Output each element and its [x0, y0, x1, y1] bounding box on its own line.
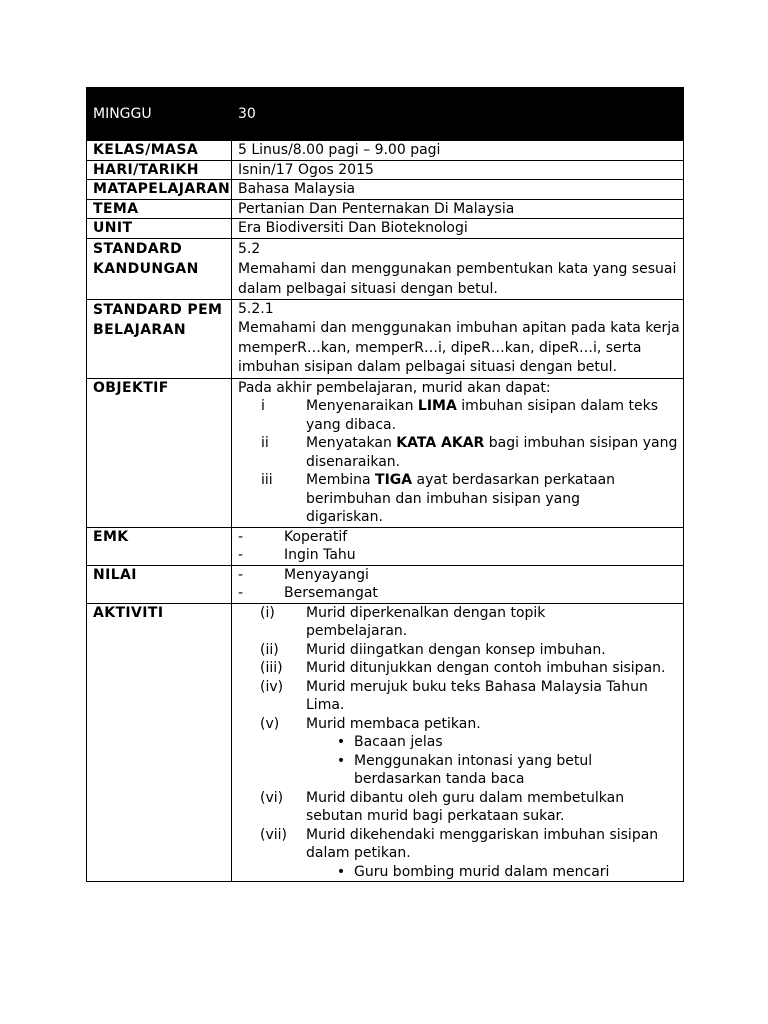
list-text: Murid merujuk buku teks Bahasa Malaysia Tahun Lima. [306, 678, 648, 713]
list-text: Membina TIGA ayat berdasarkan perkataan berimbuhan dan imbuhan sisipan yang digariskan. [306, 472, 616, 525]
row-value-nilai [232, 565, 684, 603]
dash-marker: - [238, 566, 244, 583]
list-item [238, 584, 683, 603]
table-row [87, 141, 684, 161]
list-text: Murid dibantu oleh guru dalam membetulkan sebutan murid bagi perkataan sukar. [306, 789, 625, 824]
table-row [87, 603, 684, 882]
row-value-standard-pembelajaran [232, 299, 684, 378]
list-item [238, 641, 679, 660]
row-value-kelas: 5 Linus/8.00 pagi – 9.00 pagi [232, 141, 684, 161]
list-text: Murid membaca petikan. [306, 715, 481, 732]
list-marker: (iii) [260, 660, 283, 676]
list-item [238, 789, 679, 826]
bullet-icon: • [336, 863, 346, 880]
emphasis: KATA AKAR [396, 435, 485, 451]
bullet-text: Guru bombing murid dalam mencari [354, 863, 610, 880]
row-label-hari: HARI/TARIKH [87, 160, 232, 180]
table-row [87, 238, 684, 299]
row-label-emk: EMK [87, 527, 232, 565]
table-row [87, 378, 684, 527]
list-marker: (vii) [260, 826, 287, 843]
sk-text: Memahami dan menggunakan pembentukan kata yang sesuai dalam pelbagai situasi dengan betul. [238, 260, 677, 297]
header-label: MINGGU [87, 88, 232, 141]
objektif-intro: Pada akhir pembelajaran, murid akan dapat: [238, 379, 551, 396]
list-text: Menyenaraikan LIMA imbuhan sisipan dalam teks yang dibaca. [306, 398, 659, 433]
row-label-tema: TEMA [87, 199, 232, 219]
dash-marker: - [238, 547, 244, 563]
row-label-matapelajaran: MATAPELAJARAN [87, 180, 232, 200]
emphasis: LIMA [417, 398, 457, 414]
list-item [238, 826, 679, 863]
list-text: Menyatakan KATA AKAR bagi imbuhan sisipan yang disenaraikan. [306, 435, 678, 470]
list-item [238, 397, 683, 434]
list-item [238, 434, 683, 471]
list-text: Bersemangat [284, 585, 378, 601]
table-row [87, 219, 684, 239]
table-row [87, 527, 684, 565]
list-marker: ii [261, 435, 269, 451]
list-text: Koperatif [284, 528, 348, 545]
list-item [238, 659, 679, 678]
row-value-matapelajaran: Bahasa Malaysia [232, 180, 684, 200]
table-row [87, 199, 684, 219]
bullet-item [238, 733, 679, 752]
list-marker: (v) [260, 715, 280, 732]
list-item [238, 678, 679, 715]
row-label-unit: UNIT [87, 219, 232, 239]
list-marker: (vi) [260, 789, 284, 806]
bullet-text: Bacaan jelas [354, 734, 443, 750]
row-value-unit: Era Biodiversiti Dan Bioteknologi [232, 219, 684, 239]
list-marker: (ii) [260, 641, 279, 658]
sp-text: Memahami dan menggunakan imbuhan apitan pada kata kerja memperR…kan, memperR…i, dipeR…kan, dipeR…i, serta imbuhan sisipan dalam pelbagai situasi dengan betul. [238, 320, 680, 375]
list-item [238, 604, 679, 641]
table-row [87, 180, 684, 200]
list-text: Murid ditunjukkan dengan contoh imbuhan sisipan. [306, 660, 666, 676]
list-item [238, 715, 679, 734]
lesson-plan-table [86, 87, 684, 882]
row-label-nilai: NILAI [87, 565, 232, 603]
row-value-standard-kandungan [232, 238, 684, 299]
table-row [87, 299, 684, 378]
row-value-tema: Pertanian Dan Penternakan Di Malaysia [232, 199, 684, 219]
list-text: Ingin Tahu [284, 547, 356, 563]
row-value-objektif [232, 378, 684, 527]
row-label-standard-kandungan: STANDARD KANDUNGAN [87, 238, 232, 299]
header-value: 30 [232, 88, 684, 141]
list-item [238, 528, 683, 547]
list-marker: iii [261, 472, 273, 488]
list-text: Murid diingatkan dengan konsep imbuhan. [306, 641, 606, 658]
dash-marker: - [238, 528, 244, 545]
bullet-text: Menggunakan intonasi yang betul berdasarkan tanda baca [354, 752, 593, 787]
list-item [238, 471, 683, 527]
header-row [87, 88, 684, 141]
dash-marker: - [238, 585, 244, 601]
bullet-icon: • [336, 752, 346, 769]
sk-code: 5.2 [238, 240, 261, 257]
row-label-objektif: OBJEKTIF [87, 378, 232, 527]
table-row [87, 565, 684, 603]
row-label-aktiviti: AKTIVITI [87, 603, 232, 882]
list-marker: i [261, 398, 265, 414]
list-item [238, 546, 683, 565]
list-text: Murid dikehendaki menggariskan imbuhan sisipan dalam petikan. [306, 826, 659, 861]
sp-code: 5.2.1 [238, 300, 274, 317]
bullet-item [238, 863, 679, 882]
row-label-standard-pembelajaran: STANDARD PEMBELAJARAN [87, 299, 232, 378]
bullet-item [238, 752, 679, 789]
row-value-aktiviti [232, 603, 684, 882]
row-label-kelas: KELAS/MASA [87, 141, 232, 161]
bullet-icon: • [336, 734, 346, 750]
emphasis: TIGA [375, 472, 413, 488]
table-row [87, 160, 684, 180]
row-value-emk [232, 527, 684, 565]
list-marker: (iv) [260, 678, 284, 695]
list-text: Murid diperkenalkan dengan topik pembelajaran. [306, 604, 546, 639]
list-marker: (i) [260, 604, 275, 621]
list-text: Menyayangi [284, 566, 369, 583]
list-item [238, 566, 683, 585]
row-value-hari: Isnin/17 Ogos 2015 [232, 160, 684, 180]
